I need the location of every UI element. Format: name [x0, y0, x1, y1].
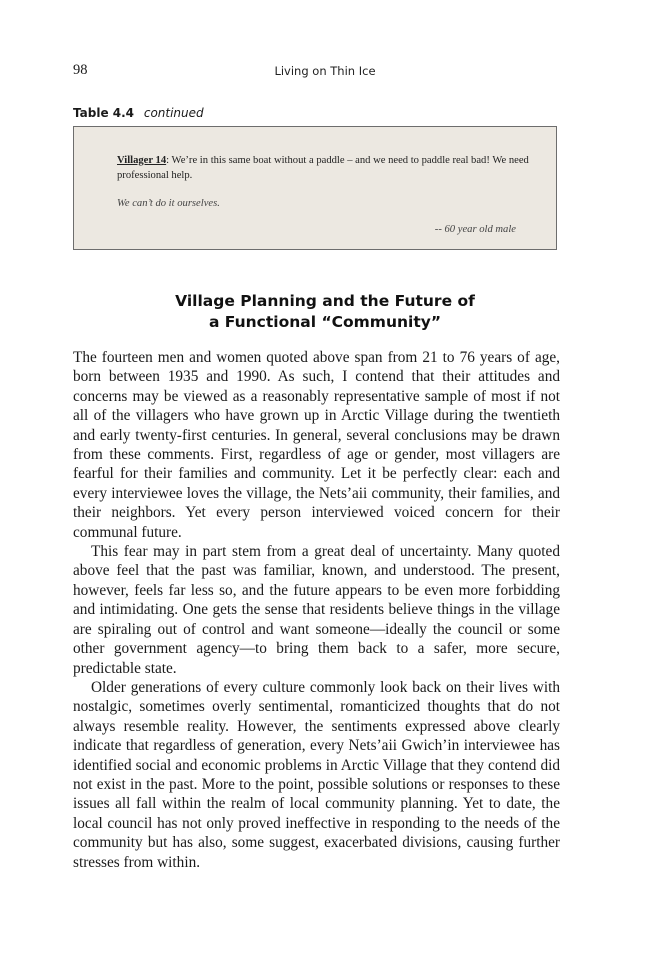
- table-caption: [73, 106, 204, 120]
- table-continued: continued: [143, 106, 204, 120]
- quote-speaker: Villager 14: [117, 155, 167, 166]
- paragraph: Older generations of every culture commonly look back on their lives with nostalgic, sometimes overly sentimental, romanticized thoughts that do not always resemble reality. However, the sentiments expressed above clearly indicate that regardless of generation, every Nets’aii Gwich’in interviewee has identified social and economic problems in Arctic Village that they contend did not exist in the past. More to the point, possible solutions or responses to these issues all fall within the realm of local community planning. Yet to date, the local council has not only proved ineffective in responding to the needs of the community but has also, some suggest, exacerbated divisions, causing further stresses from within.: [73, 678, 560, 871]
- quote-line: [117, 153, 537, 183]
- page-number: 98: [73, 62, 88, 78]
- paragraph: This fear may in part stem from a great deal of uncertainty. Many quoted above feel that the past was familiar, known, and understood. The present, however, feels far less so, and the future appears to be even more forbidding and intimidating. One gets the sense that residents believe things in the village are spiraling out of control and want someone—ideally the council or some other government agency—to bring them back to a safer, more secure, predictable state.: [73, 543, 560, 677]
- quote-text: : We’re in this same boat without a paddle – and we need to paddle real bad! We need professional help.: [117, 155, 529, 181]
- quote-attribution: -- 60 year old male: [434, 224, 516, 235]
- paragraph: The fourteen men and women quoted above span from 21 to 76 years of age, born between 1935 and 1990. As such, I contend that their attitudes and concerns may be viewed as a reasonably representative sample of most if not all of the villagers who have grown up in Arctic Village during the twentieth and early twenty-first centuries. In general, several conclusions may be drawn from these comments. First, regardless of age or gender, most villagers are fearful for their families and community. Let it be perfectly clear: each and every interviewee loves the village, the Nets’aii community, their families, and their neighbors. Yet every person interviewed voiced concern for their communal future.: [73, 349, 560, 541]
- quote-box: [73, 126, 557, 250]
- section-heading: [0, 291, 650, 333]
- table-label: Table 4.4: [73, 106, 135, 120]
- quote-italic: We can’t do it ourselves.: [117, 198, 220, 209]
- section-heading-line-2: a Functional “Community”: [208, 313, 442, 331]
- running-head: Living on Thin Ice: [274, 64, 376, 78]
- section-heading-line-1: Village Planning and the Future of: [175, 292, 475, 310]
- body-text: [73, 348, 560, 872]
